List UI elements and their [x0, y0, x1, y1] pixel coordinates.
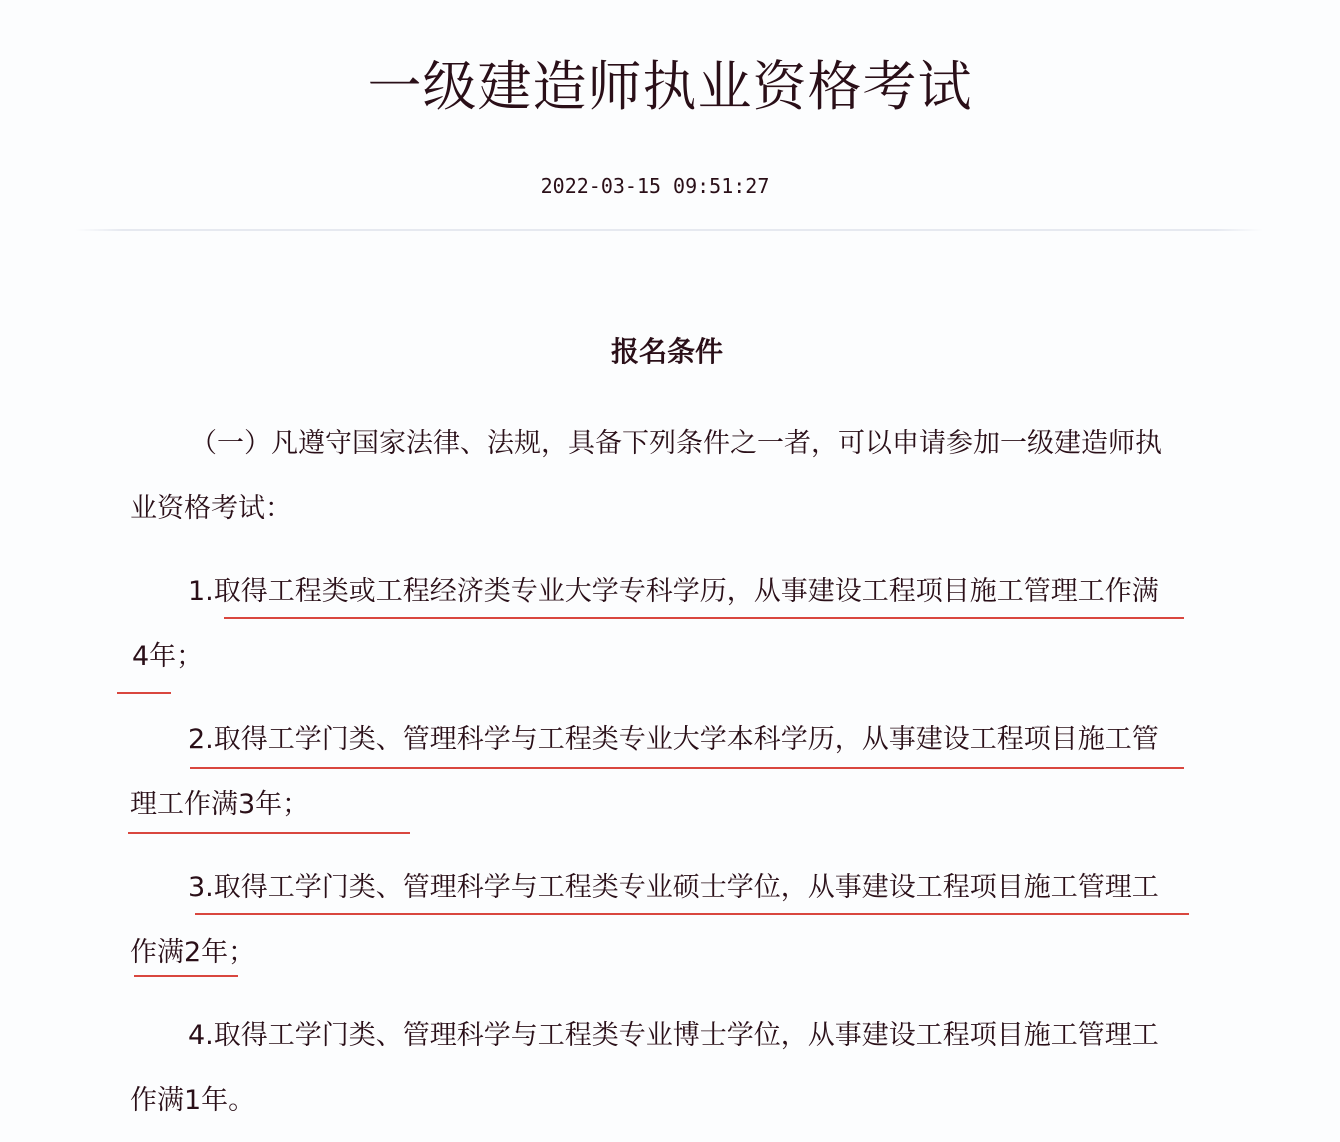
condition-4-line-1: 4.取得工学门类、管理科学与工程类专业博士学位，从事建设工程项目施工管理工	[188, 1020, 1159, 1051]
intro-line-2: 业资格考试：	[130, 493, 292, 524]
condition-1-line-2: 4年；	[132, 641, 204, 672]
condition-2-underline-2	[128, 832, 410, 834]
article-title: 一级建造师执业资格考试	[367, 55, 973, 118]
condition-3-underline-1	[195, 913, 1189, 915]
condition-1-underline-2	[117, 692, 171, 694]
condition-4-line-2: 作满1年。	[130, 1085, 256, 1116]
condition-2-line-1: 2.取得工学门类、管理科学与工程类专业大学本科学历，从事建设工程项目施工管	[188, 724, 1159, 755]
condition-3-underline-2	[134, 975, 238, 977]
header-divider	[75, 229, 1263, 231]
condition-2-line-2: 理工作满3年；	[130, 789, 310, 820]
condition-1-underline-1	[224, 617, 1184, 619]
condition-3-line-2: 作满2年；	[130, 937, 256, 968]
condition-3-line-1: 3.取得工学门类、管理科学与工程类专业硕士学位，从事建设工程项目施工管理工	[188, 872, 1159, 903]
intro-line-1: （一）凡遵守国家法律、法规，具备下列条件之一者，可以申请参加一级建造师执	[190, 428, 1162, 459]
publish-timestamp: 2022-03-15 09:51:27	[540, 174, 770, 198]
condition-2-underline-1	[190, 767, 1184, 769]
condition-1-line-1: 1.取得工程类或工程经济类专业大学专科学历，从事建设工程项目施工管理工作满	[188, 576, 1159, 607]
section-heading: 报名条件	[610, 335, 723, 368]
